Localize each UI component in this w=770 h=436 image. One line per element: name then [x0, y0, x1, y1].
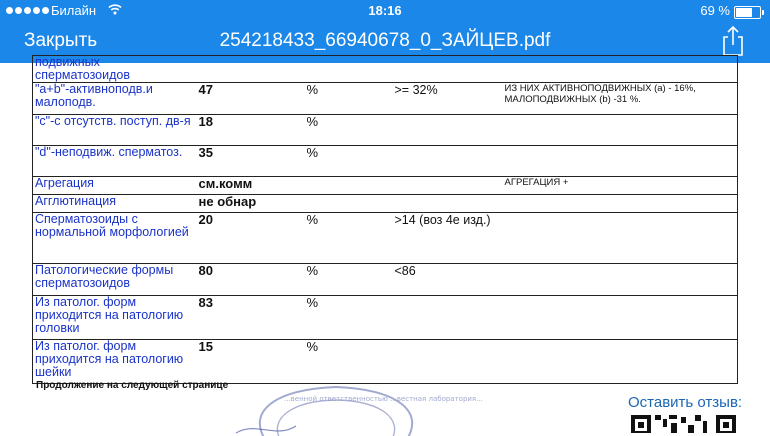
table-row [33, 213, 738, 264]
battery-percent: 69 % [700, 3, 730, 18]
reference-range [393, 296, 503, 340]
result-comment [503, 56, 738, 83]
battery-level-fill [736, 8, 752, 17]
document-title: 254218433_66940678_0_ЗАЙЦЕВ.pdf [219, 30, 551, 51]
laboratory-stamp [236, 381, 483, 436]
reference-range [393, 195, 503, 213]
result-value: 20 [197, 213, 305, 264]
carrier-name: Билайн [51, 3, 97, 18]
reference-range [393, 115, 503, 146]
result-value: 83 [197, 296, 305, 340]
reference-range [393, 56, 503, 83]
result-comment: ИЗ НИХ АКТИВНОПОДВИЖНЫХ (а) - 16%, МАЛОПОДВИЖНЫХ (b) -31 %. [503, 83, 738, 115]
parameter-name: Агрегация [33, 177, 197, 195]
result-value: 18 [197, 115, 305, 146]
continuation-note: Продолжение на следующей странице [36, 380, 229, 391]
result-comment [503, 195, 738, 213]
table-row [33, 177, 738, 195]
table-row [33, 83, 738, 115]
parameter-name: "d"-неподвиж. сперматоз. [33, 146, 197, 177]
result-comment [503, 115, 738, 146]
result-unit [305, 56, 393, 83]
battery-icon [734, 6, 761, 19]
result-unit [305, 195, 393, 213]
result-comment: АГРЕГАЦИЯ + [503, 177, 738, 195]
result-unit: % [305, 296, 393, 340]
parameter-name: Агглютинация [33, 195, 197, 213]
result-value [197, 56, 305, 83]
result-unit: % [305, 83, 393, 115]
table-row [33, 56, 738, 83]
result-comment [503, 146, 738, 177]
result-unit [305, 177, 393, 195]
close-button[interactable]: Закрыть [24, 30, 98, 51]
result-comment [503, 264, 738, 296]
parameter-name: подвижных сперматозоидов [33, 56, 197, 83]
reference-range: >= 32% [393, 83, 503, 115]
result-value: 35 [197, 146, 305, 177]
table-row [33, 296, 738, 340]
parameter-name: Сперматозоиды с нормальной морфологией [33, 213, 197, 264]
parameter-name: "a+b"-активноподв.и малоподв. [33, 83, 197, 115]
reference-range: <86 [393, 264, 503, 296]
parameter-name: Патологические формы сперматозоидов [33, 264, 197, 296]
result-unit: % [305, 264, 393, 296]
feedback-label: Оставить отзыв: [628, 394, 743, 411]
table-row [33, 115, 738, 146]
result-value: 47 [197, 83, 305, 115]
parameter-name: Из патолог. форм приходится на патологию головки [33, 296, 197, 340]
result-unit: % [305, 213, 393, 264]
result-unit: % [305, 146, 393, 177]
reference-range [393, 340, 503, 384]
result-comment [503, 213, 738, 264]
result-value: 80 [197, 264, 305, 296]
share-button[interactable] [720, 25, 746, 57]
result-unit: % [305, 340, 393, 384]
reference-range: >14 (воз 4е изд.) [393, 213, 503, 264]
reference-range [393, 146, 503, 177]
result-comment [503, 340, 738, 384]
result-value: не обнар [197, 195, 305, 213]
lab-results-table [32, 55, 738, 384]
table-row [33, 195, 738, 213]
table-row [33, 146, 738, 177]
result-value: см.комм [197, 177, 305, 195]
result-value: 15 [197, 340, 305, 384]
status-time: 18:16 [368, 3, 402, 18]
table-row [33, 264, 738, 296]
reference-range [393, 177, 503, 195]
result-unit: % [305, 115, 393, 146]
status-bar [0, 0, 770, 22]
share-icon [720, 25, 746, 57]
parameter-name: Из патолог. форм приходится на патологию шейки [33, 340, 197, 384]
parameter-name: "c"-с отсутств. поступ. дв-я [33, 115, 197, 146]
result-comment [503, 296, 738, 340]
qr-code[interactable] [631, 413, 736, 433]
table-row [33, 340, 738, 384]
pdf-document-view[interactable] [0, 55, 770, 433]
svg-text:...венной ответственностью ...: ...венной ответственностью ...вестная лаборатория... [284, 395, 483, 403]
top-chrome [0, 0, 770, 63]
